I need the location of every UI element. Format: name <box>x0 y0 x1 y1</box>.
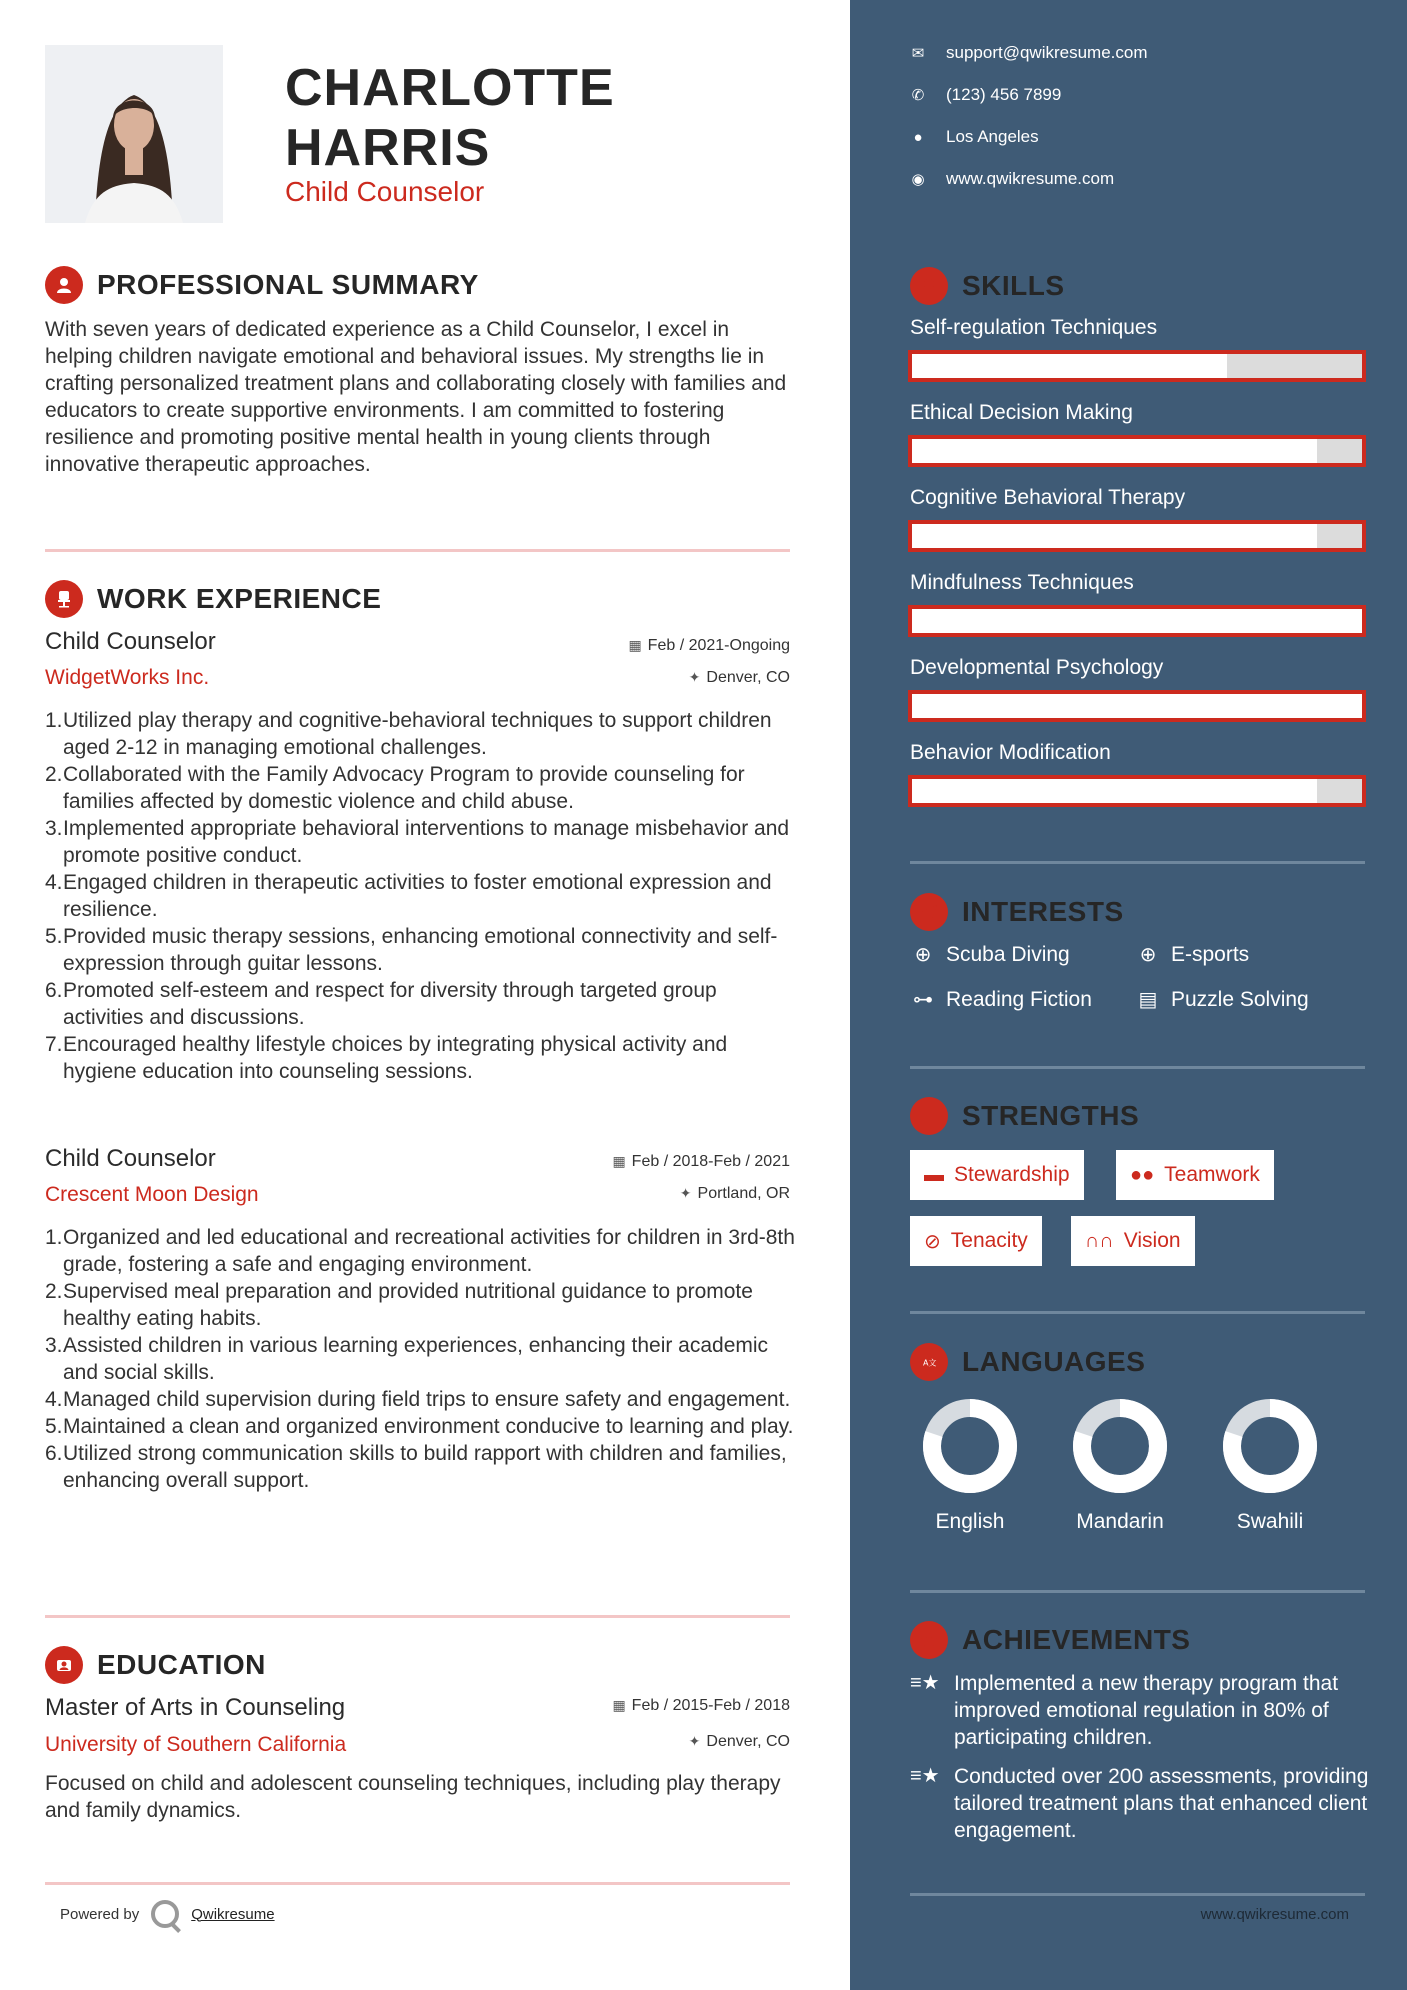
education-dates-text: Feb / 2015-Feb / 2018 <box>631 1697 790 1714</box>
powered-by <box>60 1900 275 1928</box>
skill-bar-fill <box>912 779 1317 803</box>
job-dates <box>628 637 790 655</box>
link-icon: ⊘ <box>924 1230 941 1253</box>
skill-label: Self-regulation Techniques <box>910 316 1158 339</box>
language-gauge <box>1060 1396 1180 1534</box>
pin-icon: ✦ <box>688 669 701 685</box>
skill-bar <box>908 690 1366 722</box>
candidate-title: Child Counselor <box>285 176 485 207</box>
strength-badge <box>1071 1216 1195 1266</box>
pin-icon: ✦ <box>679 1185 692 1201</box>
list-item: 2. Supervised meal preparation and provided nutritional guidance to promote healthy eating habits. <box>45 1280 753 1330</box>
job-dates <box>612 1153 790 1171</box>
globe-icon: ◉ <box>911 171 925 188</box>
languages-title: LANGUAGES <box>962 1346 1146 1377</box>
shooting-star-icon: ≡★ <box>910 1765 940 1787</box>
strengths-heading <box>910 1097 1139 1135</box>
strength-label: Vision <box>1123 1229 1181 1252</box>
strengths-title: STRENGTHS <box>962 1100 1140 1131</box>
languages-heading <box>910 1343 1145 1381</box>
contact-email-text: support@qwikresume.com <box>946 43 1148 62</box>
lifebuoy-icon: ⊕ <box>1139 944 1157 966</box>
divider <box>45 549 790 552</box>
list-item: 4. Managed child supervision during field trips to ensure safety and engagement. <box>45 1388 791 1411</box>
strength-label: Teamwork <box>1164 1163 1260 1186</box>
skills-heading <box>910 267 1065 305</box>
achievement-item <box>910 1763 1370 1844</box>
list-item: 6. Utilized strong communication skills to build rapport with children and families, enhancing overall support. <box>45 1442 787 1492</box>
lifebuoy-icon: ⊕ <box>914 944 932 966</box>
chair-icon <box>45 580 83 618</box>
summary-text: With seven years of dedicated experience as a Child Counselor, I excel in helping children navigate emotional and behavioral issues. My strengths lie in crafting personalized treatment plans and collaborating closely with families and educators to create supportive environments. I am committed to fostering resilience and promoting positive mental health in young clients through innovative therapeutic approaches. <box>45 318 787 476</box>
job-dates-text: Feb / 2021-Ongoing <box>647 637 790 654</box>
envelope-icon: ✉ <box>911 45 925 62</box>
list-item: 5. Provided music therapy sessions, enhancing emotional connectivity and self-expression through guitar lessons. <box>45 925 778 975</box>
education-text: Focused on child and adolescent counseling techniques, including play therapy and family dynamics. <box>45 1772 781 1822</box>
achievements-title: ACHIEVEMENTS <box>962 1624 1191 1655</box>
footer-website[interactable]: www.qwikresume.com <box>1200 1906 1349 1923</box>
contact-phone-text: (123) 456 7899 <box>946 85 1062 104</box>
education-heading <box>45 1646 266 1684</box>
contact-website[interactable] <box>910 169 1114 189</box>
skills-title: SKILLS <box>962 270 1065 301</box>
strength-label: Tenacity <box>950 1229 1028 1252</box>
job-title: Child Counselor <box>45 1145 216 1172</box>
skill-label: Mindfulness Techniques <box>910 571 1134 594</box>
skill-bar <box>908 435 1366 467</box>
strength-badge <box>910 1216 1042 1266</box>
interest-item <box>910 987 1092 1012</box>
divider <box>45 1882 790 1885</box>
divider <box>910 1590 1365 1593</box>
list-item: 2. Collaborated with the Family Advocacy Program to provide counseling for families affected by domestic violence and child abuse. <box>45 763 745 813</box>
name-line-2: HARRIS <box>285 119 491 177</box>
list-item: 3. Assisted children in various learning experiences, enhancing their academic and social skills. <box>45 1334 769 1384</box>
divider <box>910 1066 1365 1069</box>
lightbulb-icon <box>910 267 948 305</box>
user-icon <box>45 266 83 304</box>
divider <box>910 1311 1365 1314</box>
fist-icon <box>910 1097 948 1135</box>
achievement-text: Conducted over 200 assessments, providing tailored treatment plans that enhanced client engagement. <box>954 1765 1369 1842</box>
skill-bar-fill <box>912 524 1317 548</box>
contact-phone[interactable] <box>910 85 1061 105</box>
skill-bar-fill <box>912 609 1362 633</box>
qwikresume-logo-icon <box>151 1900 179 1928</box>
calendar-icon: ▦ <box>612 1153 626 1169</box>
contact-location <box>910 127 1039 147</box>
job-company: WidgetWorks Inc. <box>45 666 210 689</box>
language-name: English <box>935 1510 1005 1533</box>
skill-label: Ethical Decision Making <box>910 401 1133 424</box>
education-location-text: Denver, CO <box>706 1733 790 1750</box>
contact-email[interactable] <box>910 43 1148 63</box>
work-heading <box>45 580 381 618</box>
map-pin-icon: ● <box>913 128 923 146</box>
skill-label: Developmental Psychology <box>910 656 1164 679</box>
svg-text:A文: A文 <box>923 1358 937 1368</box>
language-name: Swahili <box>1236 1510 1304 1533</box>
calendar-icon: ▦ <box>612 1697 626 1713</box>
job-company: Crescent Moon Design <box>45 1183 259 1206</box>
job-duties <box>45 707 795 1085</box>
job-location <box>680 1185 790 1203</box>
profile-photo <box>45 45 223 223</box>
interest-item <box>1135 987 1309 1012</box>
achievement-item <box>910 1670 1370 1751</box>
strength-badge <box>1116 1150 1274 1200</box>
degree: Master of Arts in Counseling <box>45 1694 346 1721</box>
divider <box>45 1615 790 1618</box>
star-badge-icon <box>910 1621 948 1659</box>
interest-label: Puzzle Solving <box>1171 987 1309 1011</box>
qwikresume-link[interactable]: Qwikresume <box>191 1905 275 1923</box>
gamepad-icon: ⊶ <box>913 989 933 1011</box>
language-name: Mandarin <box>1076 1510 1164 1533</box>
list-item: 7. Encouraged healthy lifestyle choices by integrating physical activity and hygiene education into counseling sessions. <box>45 1033 728 1083</box>
skill-bar <box>908 520 1366 552</box>
skill-bar <box>908 605 1366 637</box>
interest-label: Scuba Diving <box>946 942 1070 966</box>
skill-bar-fill <box>912 354 1227 378</box>
pin-icon: ✦ <box>688 1733 701 1749</box>
interest-label: E-sports <box>1171 942 1250 966</box>
language-gauge <box>910 1396 1030 1534</box>
list-item: 3. Implemented appropriate behavioral interventions to manage misbehavior and promote positive conduct. <box>45 817 790 867</box>
education-title: EDUCATION <box>97 1649 266 1680</box>
list-item: 1. Organized and led educational and recreational activities for children in 3rd-8th grade, fostering a safe and engaging environment. <box>45 1226 795 1276</box>
school: University of Southern California <box>45 1733 347 1756</box>
strength-label: Stewardship <box>954 1163 1070 1186</box>
graduation-icon <box>45 1646 83 1684</box>
powered-by-label: Powered by <box>60 1905 140 1923</box>
briefcase-icon: ▬ <box>924 1163 944 1186</box>
translate-icon <box>910 1343 948 1381</box>
paper-plane-icon <box>910 893 948 931</box>
job-location-text: Portland, OR <box>697 1185 790 1202</box>
name-line-1: CHARLOTTE <box>285 59 615 117</box>
achievement-text: Implemented a new therapy program that improved emotional regulation in 80% of participating children. <box>954 1672 1339 1749</box>
candidate-name <box>285 58 615 178</box>
education-dates <box>612 1697 790 1715</box>
language-gauge <box>1210 1396 1330 1534</box>
work-title: WORK EXPERIENCE <box>97 583 382 614</box>
calendar-icon: ▦ <box>628 637 642 653</box>
strength-badge <box>910 1150 1084 1200</box>
job-dates-text: Feb / 2018-Feb / 2021 <box>631 1153 790 1170</box>
skill-label: Behavior Modification <box>910 741 1111 764</box>
divider <box>910 1893 1365 1896</box>
job-location <box>689 669 790 687</box>
list-item: 5. Maintained a clean and organized environment conducive to learning and play. <box>45 1415 794 1438</box>
divider <box>910 861 1365 864</box>
interest-item <box>910 942 1070 967</box>
job-duties <box>45 1224 795 1494</box>
interests-title: INTERESTS <box>962 896 1124 927</box>
list-item: 1. Utilized play therapy and cognitive-behavioral techniques to support children aged 2-12 in managing emotional challenges. <box>45 709 772 759</box>
skill-bar-fill <box>912 694 1362 718</box>
job-location-text: Denver, CO <box>706 669 790 686</box>
binoculars-icon: ∩∩ <box>1085 1229 1114 1252</box>
shooting-star-icon: ≡★ <box>910 1672 940 1694</box>
summary-title: PROFESSIONAL SUMMARY <box>97 269 479 300</box>
language-donut <box>920 1396 1020 1496</box>
education-location <box>689 1733 790 1751</box>
skill-bar <box>908 775 1366 807</box>
contact-location-text: Los Angeles <box>946 127 1039 146</box>
contact-website-text: www.qwikresume.com <box>946 169 1115 188</box>
job-title: Child Counselor <box>45 628 216 655</box>
book-icon: ▤ <box>1138 989 1158 1011</box>
interests-heading <box>910 893 1124 931</box>
interest-item <box>1135 942 1249 967</box>
language-donut <box>1220 1396 1320 1496</box>
phone-icon: ✆ <box>911 87 925 104</box>
list-item: 6. Promoted self-esteem and respect for diversity through targeted group activities and discussions. <box>45 979 717 1029</box>
language-donut <box>1070 1396 1170 1496</box>
users-icon: ●● <box>1130 1163 1155 1186</box>
interest-label: Reading Fiction <box>946 987 1092 1011</box>
skill-bar <box>908 350 1366 382</box>
achievements-heading <box>910 1621 1190 1659</box>
summary-heading <box>45 266 479 304</box>
skill-label: Cognitive Behavioral Therapy <box>910 486 1186 509</box>
skill-bar-fill <box>912 439 1317 463</box>
list-item: 4. Engaged children in therapeutic activities to foster emotional expression and resilience. <box>45 871 772 921</box>
